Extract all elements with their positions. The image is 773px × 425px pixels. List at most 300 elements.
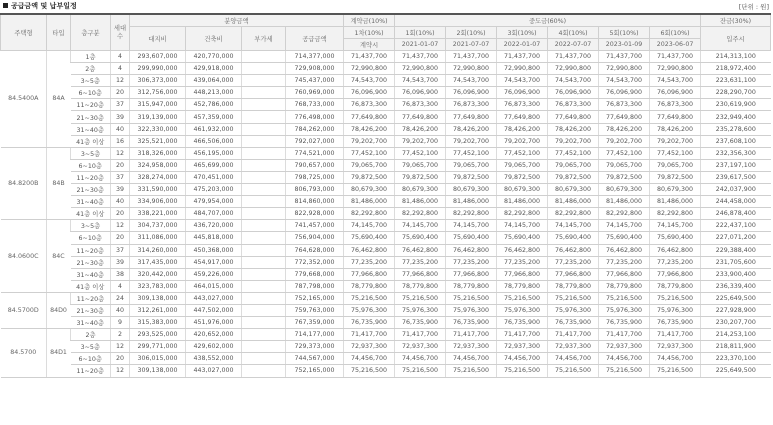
table-cell: 299,771,000: [130, 341, 186, 353]
table-cell: 12: [111, 341, 130, 353]
table-cell: 439,064,000: [186, 75, 242, 87]
header-interim-4: 4회(10%): [548, 27, 599, 39]
table-cell: 80,679,300: [395, 184, 446, 196]
header-building: 건축비: [186, 27, 242, 51]
header-interim-1-date: 2021-01-07: [395, 39, 446, 51]
table-cell: 306,373,000: [130, 75, 186, 87]
table-cell: 12: [111, 220, 130, 232]
table-cell: 222,437,100: [701, 220, 771, 232]
table-cell: 31~40층: [71, 196, 111, 208]
table-cell: 479,954,000: [186, 196, 242, 208]
table-cell: 75,690,400: [497, 232, 548, 244]
table-row: [1, 63, 771, 75]
table-cell: 71,437,700: [395, 51, 446, 63]
table-row: [1, 111, 771, 123]
table-cell: 71,437,700: [344, 51, 395, 63]
table-cell: [242, 244, 286, 256]
table-cell: 3~5층: [71, 75, 111, 87]
table-cell: 714,177,000: [286, 329, 344, 341]
table-cell: 772,352,000: [286, 256, 344, 268]
table-cell: 81,486,000: [344, 196, 395, 208]
table-cell: 78,426,200: [497, 123, 548, 135]
table-cell: 38: [111, 268, 130, 280]
table-cell: 72,937,300: [497, 341, 548, 353]
table-cell: 79,872,500: [344, 171, 395, 183]
table-cell: 72,990,800: [395, 63, 446, 75]
table-cell: 792,027,000: [286, 135, 344, 147]
table-cell: 78,426,200: [344, 123, 395, 135]
table-cell: 75,690,400: [344, 232, 395, 244]
table-cell: 76,873,300: [395, 99, 446, 111]
header-interim-6-date: 2023-06-07: [650, 39, 701, 51]
table-cell: 77,235,200: [395, 256, 446, 268]
table-cell: 41층 이상: [71, 208, 111, 220]
table-cell: 21~30층: [71, 304, 111, 316]
table-cell: 41층 이상: [71, 280, 111, 292]
table-cell: 445,818,000: [186, 232, 242, 244]
table-cell: 429,918,000: [186, 63, 242, 75]
table-cell: 75,216,500: [344, 292, 395, 304]
table-cell: 76,462,800: [599, 244, 650, 256]
table-cell: 71,437,700: [548, 51, 599, 63]
header-deposit-date: 계약시: [344, 39, 395, 51]
table-cell: 74,145,700: [344, 220, 395, 232]
table-cell: 78,779,800: [548, 280, 599, 292]
table-cell: [242, 159, 286, 171]
table-cell: [242, 268, 286, 280]
table-cell: 82,292,800: [446, 208, 497, 220]
table-cell: [242, 51, 286, 63]
table-cell: [242, 123, 286, 135]
table-cell: 74,456,700: [344, 353, 395, 365]
table-cell: 74,456,700: [395, 353, 446, 365]
table-cell: 76,096,900: [395, 87, 446, 99]
table-cell: 443,027,000: [186, 292, 242, 304]
table-cell: 79,872,500: [497, 171, 548, 183]
table-cell: 24: [111, 292, 130, 304]
table-cell: 75,216,500: [395, 292, 446, 304]
table-cell: 1층: [71, 51, 111, 63]
table-cell: 72,990,800: [599, 63, 650, 75]
table-cell: 75,976,300: [446, 304, 497, 316]
table-cell: 806,793,000: [286, 184, 344, 196]
table-cell: 82,292,800: [395, 208, 446, 220]
header-floor: 층구분: [71, 14, 111, 51]
table-cell: 466,506,000: [186, 135, 242, 147]
table-cell: 729,373,000: [286, 341, 344, 353]
table-cell: 232,356,300: [701, 147, 771, 159]
table-cell: 76,873,300: [344, 99, 395, 111]
header-deposit-1: 1차(10%): [344, 27, 395, 39]
table-cell: 75,216,500: [497, 365, 548, 377]
table-cell: 2: [111, 329, 130, 341]
table-cell: 745,437,000: [286, 75, 344, 87]
table-cell: 319,139,000: [130, 111, 186, 123]
header-interim-5-date: 2023-01-09: [599, 39, 650, 51]
header-interim-2-date: 2021-07-07: [446, 39, 497, 51]
table-cell: 784,262,000: [286, 123, 344, 135]
table-cell: 767,359,000: [286, 317, 344, 329]
table-cell: 11~20층: [71, 365, 111, 377]
table-cell: 456,195,000: [186, 147, 242, 159]
table-cell: 239,617,500: [701, 171, 771, 183]
header-interim-6: 6회(10%): [650, 27, 701, 39]
table-cell: 79,202,700: [344, 135, 395, 147]
table-cell: 470,451,000: [186, 171, 242, 183]
table-cell: 71,417,700: [395, 329, 446, 341]
table-row: [1, 353, 771, 365]
table-cell: 12: [111, 147, 130, 159]
table-cell: 11~20층: [71, 171, 111, 183]
table-cell: 16: [111, 135, 130, 147]
table-cell: 75,216,500: [446, 292, 497, 304]
header-move-in: 입주시: [701, 27, 771, 51]
table-cell: 80,679,300: [548, 184, 599, 196]
table-cell: 75,690,400: [395, 232, 446, 244]
table-cell: 244,458,000: [701, 196, 771, 208]
table-cell: 76,462,800: [548, 244, 599, 256]
table-cell: 320,442,000: [130, 268, 186, 280]
table-cell: 71,417,700: [497, 329, 548, 341]
header-interim-4-date: 2022-07-07: [548, 39, 599, 51]
table-row: [1, 365, 771, 377]
table-cell: 75,976,300: [548, 304, 599, 316]
table-cell: 80,679,300: [599, 184, 650, 196]
table-cell: 230,207,700: [701, 317, 771, 329]
table-cell: 76,873,300: [497, 99, 548, 111]
table-cell: 72,937,300: [395, 341, 446, 353]
header-total: 공급금액: [286, 27, 344, 51]
table-cell: 331,590,000: [130, 184, 186, 196]
table-cell: 78,426,200: [446, 123, 497, 135]
table-cell: 229,388,400: [701, 244, 771, 256]
table-cell: 236,339,400: [701, 280, 771, 292]
table-cell: 75,216,500: [548, 365, 599, 377]
table-cell: 790,657,000: [286, 159, 344, 171]
table-cell: 76,735,900: [497, 317, 548, 329]
table-cell: 79,202,700: [548, 135, 599, 147]
header-interim: 중도금(60%): [395, 14, 701, 27]
table-cell: 74,456,700: [650, 353, 701, 365]
table-cell: 246,878,400: [701, 208, 771, 220]
table-cell: 78,779,800: [395, 280, 446, 292]
table-cell: 79,065,700: [548, 159, 599, 171]
table-cell: 77,452,100: [395, 147, 446, 159]
type-cell: 84D0: [47, 292, 71, 328]
table-cell: 214,253,100: [701, 329, 771, 341]
table-cell: 78,779,800: [599, 280, 650, 292]
table-cell: 318,326,000: [130, 147, 186, 159]
table-cell: 75,976,300: [344, 304, 395, 316]
table-cell: 3~5층: [71, 147, 111, 159]
table-cell: 71,437,700: [650, 51, 701, 63]
table-cell: [242, 111, 286, 123]
table-cell: 230,619,900: [701, 99, 771, 111]
table-cell: 223,631,100: [701, 75, 771, 87]
table-row: [1, 51, 771, 63]
table-cell: 81,486,000: [395, 196, 446, 208]
table-cell: 77,966,800: [599, 268, 650, 280]
table-cell: 312,756,000: [130, 87, 186, 99]
table-cell: 72,937,300: [548, 341, 599, 353]
table-cell: 78,779,800: [344, 280, 395, 292]
table-cell: 77,452,100: [650, 147, 701, 159]
table-cell: 714,377,000: [286, 51, 344, 63]
table-cell: 233,900,400: [701, 268, 771, 280]
table-cell: 77,452,100: [497, 147, 548, 159]
table-cell: 31~40층: [71, 317, 111, 329]
table-cell: 77,235,200: [497, 256, 548, 268]
table-cell: 77,452,100: [548, 147, 599, 159]
table-cell: 9: [111, 317, 130, 329]
table-cell: 77,649,800: [599, 111, 650, 123]
table-cell: 20: [111, 232, 130, 244]
table-cell: 76,873,300: [548, 99, 599, 111]
table-cell: 325,521,000: [130, 135, 186, 147]
table-cell: 76,462,800: [650, 244, 701, 256]
table-cell: 75,976,300: [497, 304, 548, 316]
table-cell: 461,932,000: [186, 123, 242, 135]
table-cell: 77,966,800: [548, 268, 599, 280]
table-cell: 227,928,900: [701, 304, 771, 316]
table-cell: 78,426,200: [599, 123, 650, 135]
table-cell: [242, 329, 286, 341]
table-cell: 78,426,200: [548, 123, 599, 135]
table-cell: 77,966,800: [446, 268, 497, 280]
table-cell: 77,966,800: [395, 268, 446, 280]
table-cell: 4: [111, 280, 130, 292]
table-cell: 80,679,300: [497, 184, 548, 196]
table-cell: 75,690,400: [446, 232, 497, 244]
table-cell: 20: [111, 353, 130, 365]
table-cell: 741,457,000: [286, 220, 344, 232]
table-cell: [242, 365, 286, 377]
table-cell: [242, 353, 286, 365]
table-cell: 76,873,300: [650, 99, 701, 111]
table-cell: 71,437,700: [599, 51, 650, 63]
table-cell: 75,216,500: [599, 292, 650, 304]
table-cell: 81,486,000: [446, 196, 497, 208]
table-cell: 77,452,100: [599, 147, 650, 159]
table-cell: 77,966,800: [497, 268, 548, 280]
header-interim-2: 2회(10%): [446, 27, 497, 39]
table-cell: 75,216,500: [599, 365, 650, 377]
table-cell: 6~10층: [71, 159, 111, 171]
table-cell: [242, 63, 286, 75]
table-cell: [242, 341, 286, 353]
table-cell: [242, 196, 286, 208]
table-cell: 82,292,800: [548, 208, 599, 220]
table-cell: 447,502,000: [186, 304, 242, 316]
table-cell: 75,216,500: [497, 292, 548, 304]
table-cell: [242, 317, 286, 329]
header-house-type: 주택형: [1, 14, 47, 51]
table-row: [1, 304, 771, 316]
table-row: [1, 75, 771, 87]
table-cell: 21~30층: [71, 256, 111, 268]
table-cell: 315,947,000: [130, 99, 186, 111]
table-cell: 11~20층: [71, 244, 111, 256]
table-cell: 76,735,900: [395, 317, 446, 329]
table-cell: 74,543,700: [548, 75, 599, 87]
table-cell: [242, 171, 286, 183]
table-cell: 76,462,800: [395, 244, 446, 256]
table-cell: 6~10층: [71, 353, 111, 365]
table-cell: 237,608,100: [701, 135, 771, 147]
table-cell: [242, 280, 286, 292]
table-row: [1, 256, 771, 268]
table-cell: 79,065,700: [395, 159, 446, 171]
table-cell: 74,456,700: [599, 353, 650, 365]
table-cell: 77,966,800: [344, 268, 395, 280]
table-cell: 76,096,900: [599, 87, 650, 99]
table-cell: 37: [111, 99, 130, 111]
table-cell: 20: [111, 208, 130, 220]
table-cell: 75,976,300: [395, 304, 446, 316]
table-cell: 76,735,900: [548, 317, 599, 329]
header-interim-1: 1회(10%): [395, 27, 446, 39]
table-cell: 464,015,000: [186, 280, 242, 292]
table-cell: 429,602,000: [186, 341, 242, 353]
table-cell: 79,065,700: [650, 159, 701, 171]
table-cell: 72,937,300: [344, 341, 395, 353]
table-row: [1, 147, 771, 159]
header-vat: 부가세: [242, 27, 286, 51]
table-cell: 306,015,000: [130, 353, 186, 365]
table-cell: [242, 75, 286, 87]
table-cell: 334,906,000: [130, 196, 186, 208]
price-schedule-table: [0, 13, 771, 378]
table-cell: 457,359,000: [186, 111, 242, 123]
table-row: [1, 184, 771, 196]
table-cell: 77,452,100: [344, 147, 395, 159]
table-cell: 4: [111, 63, 130, 75]
table-cell: 74,145,700: [599, 220, 650, 232]
table-cell: 293,607,000: [130, 51, 186, 63]
header-interim-3-date: 2022-01-07: [497, 39, 548, 51]
table-cell: 12: [111, 75, 130, 87]
table-cell: 72,990,800: [344, 63, 395, 75]
table-cell: 75,690,400: [650, 232, 701, 244]
table-cell: 237,197,100: [701, 159, 771, 171]
table-cell: 223,370,100: [701, 353, 771, 365]
table-cell: 227,071,200: [701, 232, 771, 244]
table-cell: 822,928,000: [286, 208, 344, 220]
table-cell: 74,145,700: [395, 220, 446, 232]
table-cell: 304,737,000: [130, 220, 186, 232]
house-type-cell: 84.0600C: [1, 220, 47, 293]
table-cell: 75,976,300: [650, 304, 701, 316]
table-cell: 77,235,200: [344, 256, 395, 268]
table-cell: 312,261,000: [130, 304, 186, 316]
table-cell: 448,213,000: [186, 87, 242, 99]
table-cell: 79,065,700: [599, 159, 650, 171]
header-interim-3: 3회(10%): [497, 27, 548, 39]
table-cell: 79,202,700: [497, 135, 548, 147]
table-cell: 76,735,900: [650, 317, 701, 329]
table-cell: 76,096,900: [344, 87, 395, 99]
table-cell: 74,456,700: [497, 353, 548, 365]
table-cell: 756,904,000: [286, 232, 344, 244]
table-cell: 74,456,700: [446, 353, 497, 365]
table-cell: 82,292,800: [650, 208, 701, 220]
table-cell: [242, 292, 286, 304]
table-cell: 79,065,700: [446, 159, 497, 171]
table-cell: 82,292,800: [497, 208, 548, 220]
table-cell: 451,976,000: [186, 317, 242, 329]
house-type-cell: 84.5400A: [1, 51, 47, 148]
table-cell: 3~5층: [71, 341, 111, 353]
table-cell: 77,235,200: [650, 256, 701, 268]
table-cell: 328,274,000: [130, 171, 186, 183]
table-cell: 12: [111, 365, 130, 377]
header-balance: 잔금(30%): [701, 14, 771, 27]
table-row: [1, 196, 771, 208]
table-cell: 39: [111, 184, 130, 196]
table-cell: [242, 208, 286, 220]
page-title-text: 공급금액 및 납부일정: [11, 2, 77, 10]
table-cell: 764,628,000: [286, 244, 344, 256]
table-cell: 6~10층: [71, 87, 111, 99]
table-cell: 74,543,700: [650, 75, 701, 87]
table-cell: 79,872,500: [650, 171, 701, 183]
table-cell: 76,735,900: [344, 317, 395, 329]
table-cell: 484,707,000: [186, 208, 242, 220]
table-cell: 77,452,100: [446, 147, 497, 159]
table-cell: 77,235,200: [446, 256, 497, 268]
table-cell: 11~20층: [71, 292, 111, 304]
table-cell: 74,543,700: [446, 75, 497, 87]
table-cell: 74,145,700: [446, 220, 497, 232]
table-cell: 21~30층: [71, 184, 111, 196]
table-cell: 79,065,700: [344, 159, 395, 171]
unit-label: [단위 : 원]: [738, 3, 769, 11]
table-row: [1, 87, 771, 99]
header-land: 대지비: [130, 27, 186, 51]
table-cell: 774,521,000: [286, 147, 344, 159]
table-cell: 311,086,000: [130, 232, 186, 244]
table-cell: 465,699,000: [186, 159, 242, 171]
table-row: [1, 292, 771, 304]
table-cell: 80,679,300: [650, 184, 701, 196]
table-cell: 71,417,700: [344, 329, 395, 341]
table-cell: 814,860,000: [286, 196, 344, 208]
table-cell: 78,426,200: [395, 123, 446, 135]
table-cell: 77,235,200: [548, 256, 599, 268]
table-cell: 82,292,800: [344, 208, 395, 220]
table-cell: 3~5층: [71, 220, 111, 232]
table-cell: 31~40층: [71, 268, 111, 280]
table-cell: 752,165,000: [286, 292, 344, 304]
table-cell: 76,462,800: [344, 244, 395, 256]
house-type-cell: 84.5700: [1, 329, 47, 377]
type-cell: 84C: [47, 220, 71, 293]
table-cell: 232,949,400: [701, 111, 771, 123]
table-cell: [242, 184, 286, 196]
table-cell: 40: [111, 196, 130, 208]
table-cell: 75,216,500: [395, 365, 446, 377]
table-cell: 231,705,600: [701, 256, 771, 268]
table-cell: 776,498,000: [286, 111, 344, 123]
table-cell: 454,917,000: [186, 256, 242, 268]
table-row: [1, 135, 771, 147]
table-cell: 2층: [71, 329, 111, 341]
table-cell: 72,990,800: [497, 63, 548, 75]
table-cell: 293,525,000: [130, 329, 186, 341]
table-cell: 78,426,200: [650, 123, 701, 135]
table-row: [1, 317, 771, 329]
table-cell: 74,456,700: [548, 353, 599, 365]
